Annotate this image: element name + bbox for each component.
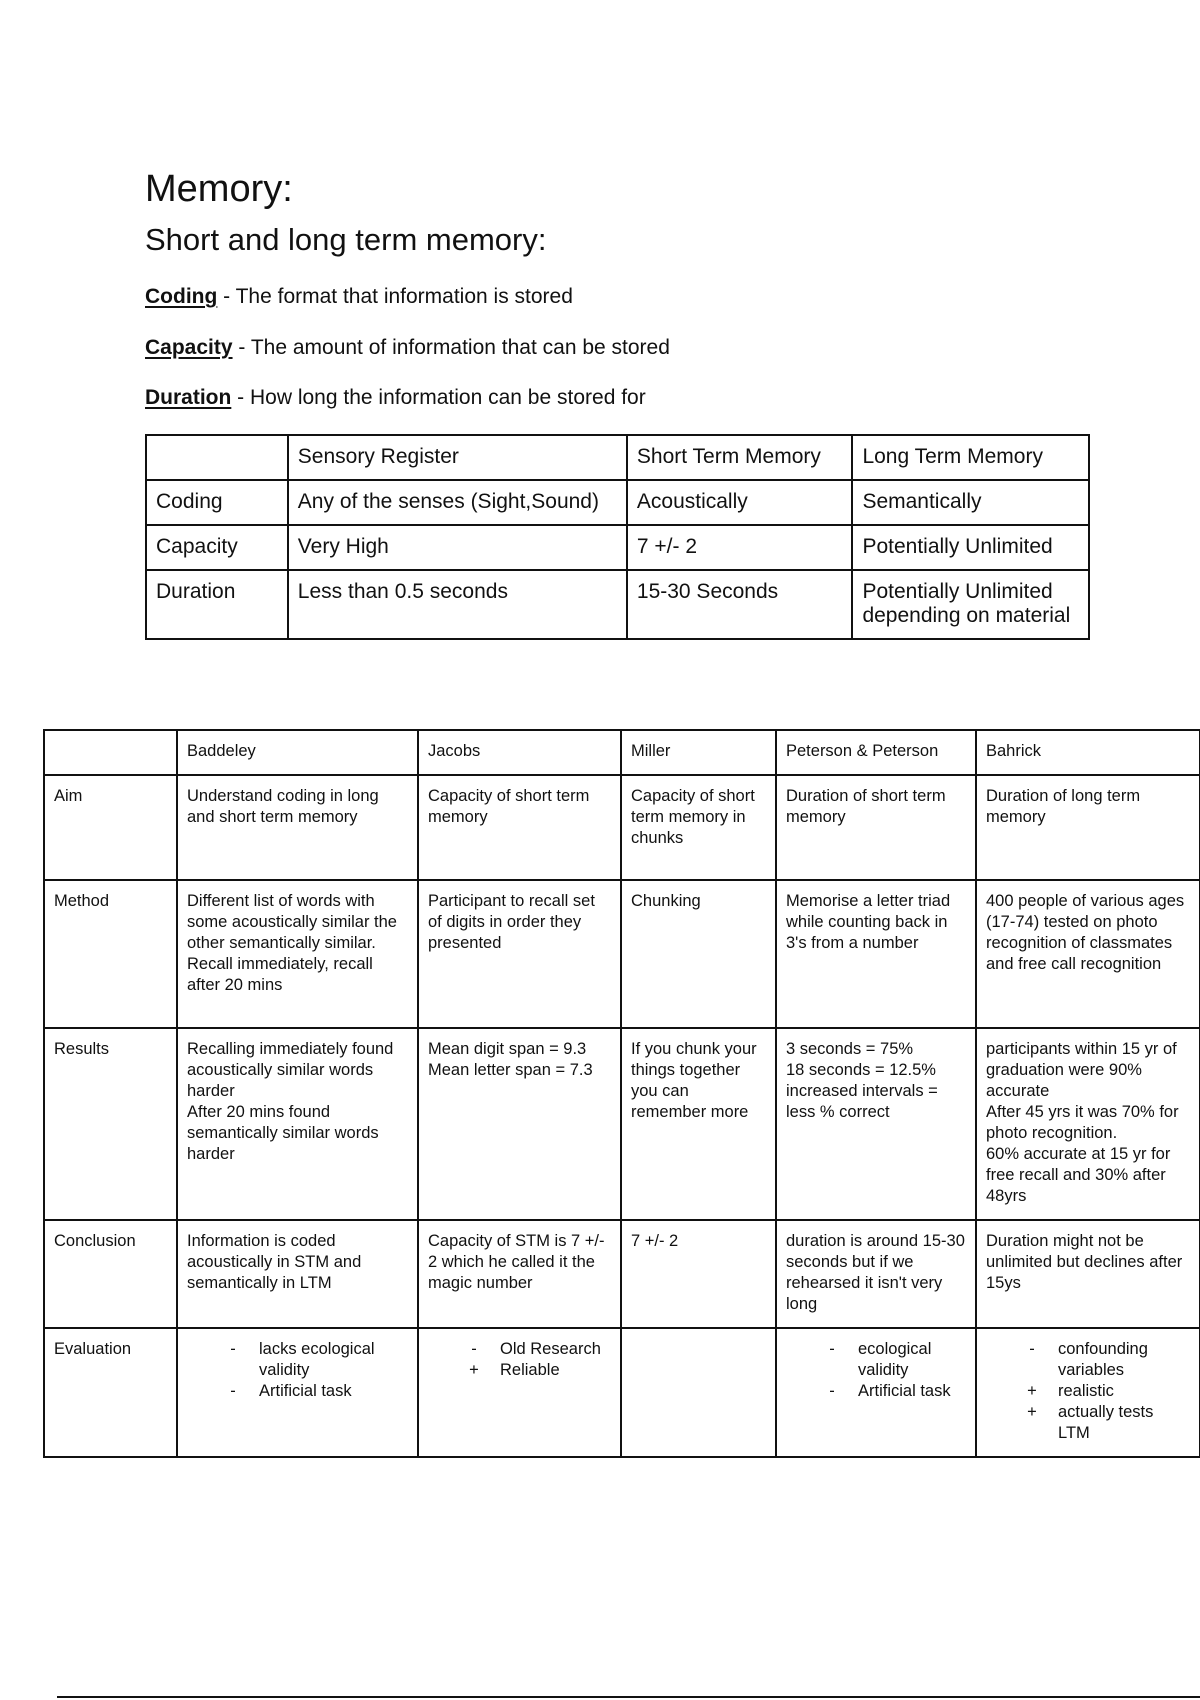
table-cell: Understand coding in long and short term memory bbox=[177, 775, 418, 880]
bullet-mark: + bbox=[1027, 1382, 1037, 1400]
bullet-mark: - bbox=[829, 1382, 835, 1400]
table-cell: 400 people of various ages (17-74) tested on photo recognition of classmates and free call recognition bbox=[976, 880, 1200, 1028]
table-cell: Information is coded acoustically in STM and semantically in LTM bbox=[177, 1220, 418, 1328]
table-header-row bbox=[146, 435, 1089, 480]
table-row bbox=[146, 525, 1089, 570]
bullet-mark: - bbox=[471, 1340, 477, 1358]
table-header-cell: Long Term Memory bbox=[852, 435, 1089, 480]
definition-term: Capacity bbox=[145, 336, 233, 359]
table-row bbox=[44, 1328, 1200, 1457]
table-cell: Chunking bbox=[621, 880, 776, 1028]
table-cell: Semantically bbox=[852, 480, 1089, 525]
table-cell: Duration might not be unlimited but declines after 15ys bbox=[976, 1220, 1200, 1328]
list-item-text: actually tests LTM bbox=[1058, 1403, 1154, 1442]
list-item-text: Artificial task bbox=[858, 1382, 951, 1400]
row-label: Aim bbox=[44, 775, 177, 880]
table-row bbox=[44, 775, 1200, 880]
definition-term: Duration bbox=[145, 386, 232, 409]
table-header-cell: Bahrick bbox=[976, 730, 1200, 775]
definition-text: - The amount of information that can be stored bbox=[232, 336, 670, 359]
page-subtitle: Short and long term memory: bbox=[145, 222, 547, 257]
table-cell bbox=[621, 1328, 776, 1457]
list-item bbox=[428, 1360, 610, 1381]
list-item bbox=[187, 1381, 407, 1402]
table-cell: Participant to recall set of digits in order they presented bbox=[418, 880, 621, 1028]
table-cell: 15-30 Seconds bbox=[627, 570, 853, 639]
list-item-text: Artificial task bbox=[259, 1382, 352, 1400]
table-cell: Recalling immediately found acoustically similar words harder After 20 mins found semantically similar words harder bbox=[177, 1028, 418, 1220]
row-label: Coding bbox=[146, 480, 288, 525]
table-cell: Capacity of short term memory bbox=[418, 775, 621, 880]
table-cell bbox=[44, 730, 177, 775]
list-item-text: confounding variables bbox=[1058, 1340, 1148, 1379]
table-cell: participants within 15 yr of graduation were 90% accurate After 45 yrs it was 70% for photo recognition. 60% accurate at 15 yr for free recall and 30% after 48yrs bbox=[976, 1028, 1200, 1220]
list-item bbox=[187, 1339, 407, 1381]
table-header-cell: Sensory Register bbox=[288, 435, 627, 480]
evaluation-list bbox=[786, 1339, 965, 1402]
evaluation-list bbox=[187, 1339, 407, 1402]
table-cell: Memorise a letter triad while counting back in 3's from a number bbox=[776, 880, 976, 1028]
list-item-text: lacks ecological validity bbox=[259, 1340, 375, 1379]
table-header-cell: Miller bbox=[621, 730, 776, 775]
list-item-text: ecological validity bbox=[858, 1340, 932, 1379]
row-label: Duration bbox=[146, 570, 288, 639]
table-row bbox=[44, 1028, 1200, 1220]
list-item-text: Old Research bbox=[500, 1340, 601, 1358]
table-cell: Very High bbox=[288, 525, 627, 570]
definition-text: - How long the information can be stored for bbox=[231, 386, 646, 409]
table-cell: Any of the senses (Sight,Sound) bbox=[288, 480, 627, 525]
row-label: Capacity bbox=[146, 525, 288, 570]
table-cell: duration is around 15-30 seconds but if we rehearsed it isn't very long bbox=[776, 1220, 976, 1328]
table-cell: Mean digit span = 9.3 Mean letter span = 7.3 bbox=[418, 1028, 621, 1220]
list-item bbox=[786, 1339, 965, 1381]
list-item bbox=[986, 1402, 1189, 1444]
table-cell bbox=[418, 1328, 621, 1457]
table-cell bbox=[776, 1328, 976, 1457]
row-label: Method bbox=[44, 880, 177, 1028]
table-cell: 7 +/- 2 bbox=[627, 525, 853, 570]
footer-divider bbox=[57, 1696, 1200, 1698]
table-row bbox=[146, 570, 1089, 639]
table-cell: Duration of short term memory bbox=[776, 775, 976, 880]
memory-stores-table bbox=[145, 434, 1090, 640]
bullet-mark: - bbox=[230, 1340, 236, 1358]
definition-capacity bbox=[145, 336, 670, 360]
list-item-text: realistic bbox=[1058, 1382, 1114, 1400]
bullet-mark: - bbox=[829, 1340, 835, 1358]
bullet-mark: - bbox=[230, 1382, 236, 1400]
list-item bbox=[986, 1339, 1189, 1381]
evaluation-list bbox=[428, 1339, 610, 1381]
evaluation-list bbox=[986, 1339, 1189, 1444]
table-row bbox=[44, 1220, 1200, 1328]
table-row bbox=[146, 480, 1089, 525]
list-item bbox=[986, 1381, 1189, 1402]
definition-duration bbox=[145, 386, 646, 410]
row-label: Results bbox=[44, 1028, 177, 1220]
table-cell: 7 +/- 2 bbox=[621, 1220, 776, 1328]
list-item bbox=[786, 1381, 965, 1402]
row-label: Evaluation bbox=[44, 1328, 177, 1457]
bullet-mark: + bbox=[1027, 1403, 1037, 1421]
table-cell: Capacity of short term memory in chunks bbox=[621, 775, 776, 880]
table-header-cell: Peterson & Peterson bbox=[776, 730, 976, 775]
definition-term: Coding bbox=[145, 285, 218, 308]
bullet-mark: + bbox=[469, 1361, 479, 1379]
table-header-cell: Short Term Memory bbox=[627, 435, 853, 480]
table-cell: Less than 0.5 seconds bbox=[288, 570, 627, 639]
table-cell bbox=[177, 1328, 418, 1457]
table-header-row bbox=[44, 730, 1200, 775]
table-cell: Acoustically bbox=[627, 480, 853, 525]
table-cell: If you chunk your things together you can remember more bbox=[621, 1028, 776, 1220]
row-label: Conclusion bbox=[44, 1220, 177, 1328]
table-cell: Different list of words with some acoustically similar the other semantically similar. Recall immediately, recall after 20 mins bbox=[177, 880, 418, 1028]
list-item-text: Reliable bbox=[500, 1361, 560, 1379]
table-cell: 3 seconds = 75% 18 seconds = 12.5% increased intervals = less % correct bbox=[776, 1028, 976, 1220]
table-row bbox=[44, 880, 1200, 1028]
table-cell: Capacity of STM is 7 +/- 2 which he called it the magic number bbox=[418, 1220, 621, 1328]
table-cell: Duration of long term memory bbox=[976, 775, 1200, 880]
table-header-cell: Jacobs bbox=[418, 730, 621, 775]
table-cell: Potentially Unlimited bbox=[852, 525, 1089, 570]
studies-table bbox=[43, 729, 1200, 1458]
table-cell bbox=[146, 435, 288, 480]
table-cell: Potentially Unlimited depending on material bbox=[852, 570, 1089, 639]
definition-text: - The format that information is stored bbox=[217, 285, 573, 308]
table-cell bbox=[976, 1328, 1200, 1457]
definition-coding bbox=[145, 285, 573, 309]
page-title: Memory: bbox=[145, 168, 293, 210]
table-header-cell: Baddeley bbox=[177, 730, 418, 775]
list-item bbox=[428, 1339, 610, 1360]
bullet-mark: - bbox=[1029, 1340, 1035, 1358]
